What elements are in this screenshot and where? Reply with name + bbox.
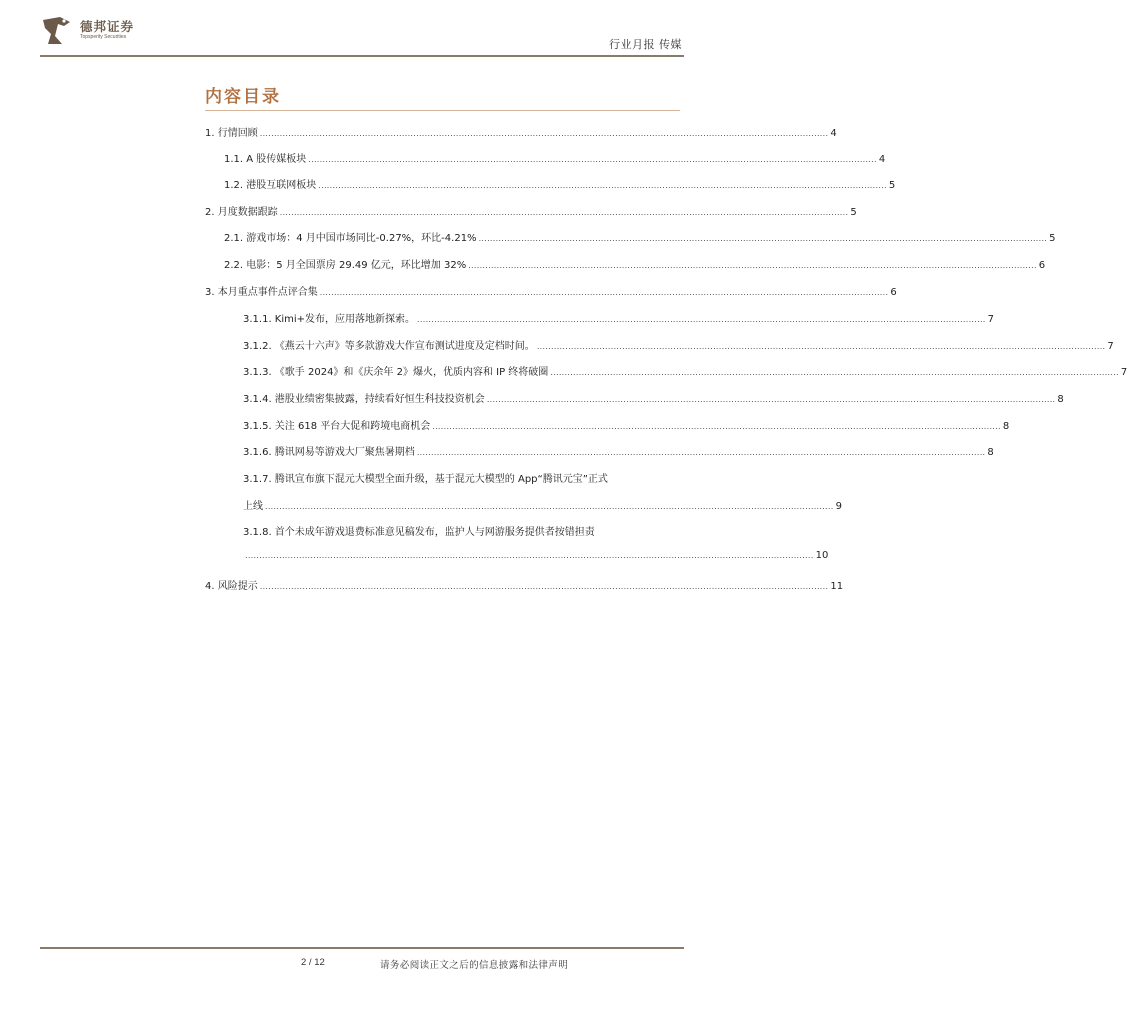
toc-entry[interactable]: [205, 577, 844, 592]
toc-entry-text: 1.2. 港股互联网板块: [224, 180, 317, 191]
toc-entry[interactable]: [205, 203, 857, 218]
toc-entry-page: 5: [1049, 233, 1056, 244]
toc-entry-text: 3. 本月重点事件点评合集: [205, 287, 318, 298]
toc-entry-text: 3.1.1. Kimi+发布，应用落地新探索。: [243, 314, 416, 325]
report-type-label: 行业月报 传媒: [609, 38, 682, 51]
toc-entry[interactable]: [224, 150, 886, 165]
toc-leader-dots: ........................................................................................................................................................................................................: [259, 582, 829, 591]
toc-entry[interactable]: [243, 363, 1127, 378]
logo-emblem-icon: [40, 14, 74, 48]
toc-entry-page: 5: [850, 207, 857, 218]
toc-entry[interactable]: [224, 256, 1046, 271]
toc-leader-dots: ........................................................................................................................................................................................................: [265, 502, 834, 511]
toc-entry[interactable]: [243, 497, 842, 512]
toc-leader-dots: ........................................................................................................................................................................................................: [259, 129, 829, 138]
header-divider: [40, 55, 684, 57]
toc-entry[interactable]: [224, 176, 896, 191]
toc-entry[interactable]: [243, 550, 829, 561]
page-indicator: 2 / 12: [301, 957, 325, 968]
toc-entry-text: 2.2. 电影：5 月全国票房 29.49 亿元，环比增加 32%: [224, 260, 467, 271]
toc-entry-text: 2.1. 游戏市场：4 月中国市场同比-0.27%，环比-4.21%: [224, 233, 477, 244]
toc-entry-page: 9: [835, 501, 842, 512]
toc-leader-dots: ........................................................................................................................................................................................................: [417, 315, 986, 324]
toc-entry-page: 7: [987, 314, 995, 325]
toc-entry-text-cont: 上线: [243, 501, 263, 512]
toc-entry-page: 6: [1038, 260, 1046, 271]
toc-leader-dots: ........................................................................................................................................................................................................: [245, 551, 814, 560]
toc-leader-dots: ........................................................................................................................................................................................................: [478, 234, 1048, 243]
toc-entry-page: 8: [1057, 394, 1064, 405]
logo-text-cn: 德邦证券: [80, 19, 135, 34]
toc-entry-page: 10: [815, 550, 829, 561]
toc-entry[interactable]: [243, 310, 995, 325]
toc-leader-dots: ........................................................................................................................................................................................................: [416, 448, 986, 457]
toc-leader-dots: ........................................................................................................................................................................................................: [432, 422, 1001, 431]
toc-entry-text: 1. 行情回顾: [205, 128, 258, 139]
toc-leader-dots: ........................................................................................................................................................................................................: [279, 208, 849, 217]
page-title: 内容目录: [205, 87, 281, 107]
toc-leader-dots: ........................................................................................................................................................................................................: [319, 288, 889, 297]
footer-disclaimer: 请务必阅读正文之后的信息披露和法律声明: [380, 960, 569, 971]
toc-entry[interactable]: [205, 124, 837, 139]
toc-entry-text: 3.1.3. 《歌手 2024》和《庆余年 2》爆火，优质内容和 IP 终将破圈: [243, 367, 549, 378]
toc-entry-text: 2. 月度数据跟踪: [205, 207, 278, 218]
toc-entry-text: 3.1.4. 港股业绩密集披露，持续看好恒生科技投资机会: [243, 394, 485, 405]
toc-leader-dots: ........................................................................................................................................................................................................: [550, 368, 1119, 377]
toc-entry-page: 7: [1107, 341, 1114, 352]
toc-entry[interactable]: [243, 417, 1010, 432]
toc-entry-text[interactable]: 3.1.8. 首个未成年游戏退费标准意见稿发布，监护人与网游服务提供者按错担责: [243, 527, 595, 538]
logo-text-en: Topsperity Securities: [80, 34, 127, 40]
toc-entry-text: 3.1.6. 腾讯网易等游戏大厂聚焦暑期档: [243, 447, 415, 458]
toc-entry[interactable]: [243, 337, 1114, 352]
toc-entry-text: 3.1.2. 《燕云十六声》等多款游戏大作宣布测试进度及定档时间。: [243, 341, 535, 352]
toc-entry-page: 4: [830, 128, 837, 139]
toc-entry-page: 8: [987, 447, 994, 458]
toc-entry[interactable]: [243, 390, 1064, 405]
toc-leader-dots: ........................................................................................................................................................................................................: [318, 181, 887, 190]
toc-entry-page: 6: [890, 287, 897, 298]
toc-entry-text: 4. 风险提示: [205, 581, 258, 592]
title-divider: [205, 110, 680, 111]
toc-leader-dots: ........................................................................................................................................................................................................: [486, 395, 1056, 404]
company-logo: [40, 14, 160, 48]
toc-leader-dots: ........................................................................................................................................................................................................: [536, 342, 1106, 351]
toc-leader-dots: ........................................................................................................................................................................................................: [308, 155, 877, 164]
toc-entry-text: 1.1. A 股传媒板块: [224, 154, 307, 165]
toc-entry[interactable]: [243, 443, 994, 458]
toc-entry-text[interactable]: 3.1.7. 腾讯宣布旗下混元大模型全面升级，基于混元大模型的 App“腾讯元宝”正式: [243, 474, 608, 485]
toc-entry-page: 11: [830, 581, 844, 592]
toc-entry[interactable]: [205, 283, 897, 298]
footer-divider: [40, 947, 684, 949]
toc-entry-page: 7: [1120, 367, 1127, 378]
toc-leader-dots: ........................................................................................................................................................................................................: [468, 261, 1037, 270]
toc-entry-page: 8: [1002, 421, 1010, 432]
toc-entry-page: 5: [888, 180, 896, 191]
toc-entry-page: 4: [878, 154, 886, 165]
toc-entry[interactable]: [224, 229, 1056, 244]
toc-entry-text: 3.1.5. 关注 618 平台大促和跨境电商机会: [243, 421, 431, 432]
